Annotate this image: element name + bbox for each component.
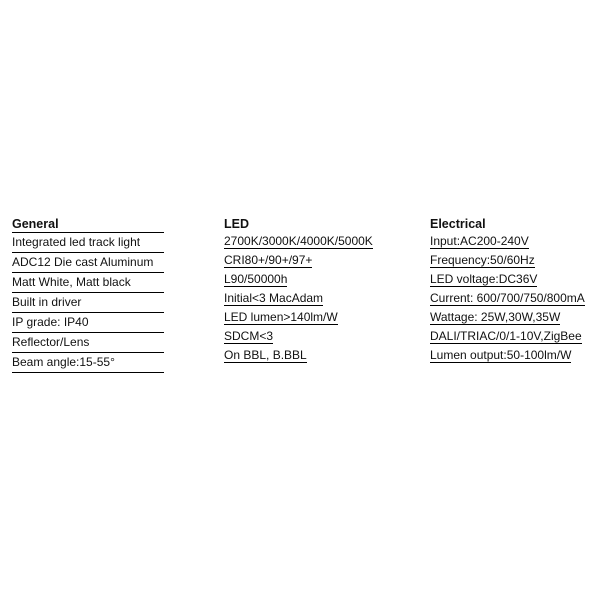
led-row <box>224 308 374 327</box>
led-value: L90/50000h <box>224 272 288 286</box>
electrical-column <box>430 216 590 365</box>
general-row: Beam angle:15-55° <box>12 353 164 373</box>
led-row <box>224 232 374 251</box>
led-value: SDCM<3 <box>224 329 274 343</box>
led-row <box>224 251 374 270</box>
general-header: General <box>12 216 164 233</box>
led-value: CRI80+/90+/97+ <box>224 253 313 267</box>
led-value: 2700K/3000K/4000K/5000K <box>224 234 373 248</box>
electrical-row <box>430 251 590 270</box>
electrical-value: Current: 600/700/750/800mA <box>430 291 585 305</box>
electrical-value: Lumen output:50-100lm/W <box>430 348 572 362</box>
led-value: Initial<3 MacAdam <box>224 291 324 305</box>
general-row: Reflector/Lens <box>12 333 164 353</box>
electrical-header: Electrical <box>430 217 486 231</box>
led-value: On BBL, B.BBL <box>224 348 307 362</box>
led-value: LED lumen>140lm/W <box>224 310 338 324</box>
led-column <box>224 216 374 365</box>
general-row: Integrated led track light <box>12 233 164 253</box>
electrical-value: Wattage: 25W,30W,35W <box>430 310 561 324</box>
electrical-row <box>430 346 590 365</box>
led-row <box>224 327 374 346</box>
electrical-row <box>430 327 590 346</box>
electrical-value: Input:AC200-240V <box>430 234 529 248</box>
general-row: Built in driver <box>12 293 164 313</box>
electrical-value: LED voltage:DC36V <box>430 272 538 286</box>
electrical-row <box>430 289 590 308</box>
led-header: LED <box>224 217 249 231</box>
led-row <box>224 346 374 365</box>
electrical-value: Frequency:50/60Hz <box>430 253 535 267</box>
general-row: ADC12 Die cast Aluminum <box>12 253 164 273</box>
electrical-row <box>430 308 590 327</box>
general-row: IP grade: IP40 <box>12 313 164 333</box>
electrical-row <box>430 270 590 289</box>
general-row: Matt White, Matt black <box>12 273 164 293</box>
electrical-row <box>430 232 590 251</box>
led-row <box>224 289 374 308</box>
general-column <box>12 216 164 373</box>
led-row <box>224 270 374 289</box>
electrical-value: DALI/TRIAC/0/1-10V,ZigBee <box>430 329 582 343</box>
